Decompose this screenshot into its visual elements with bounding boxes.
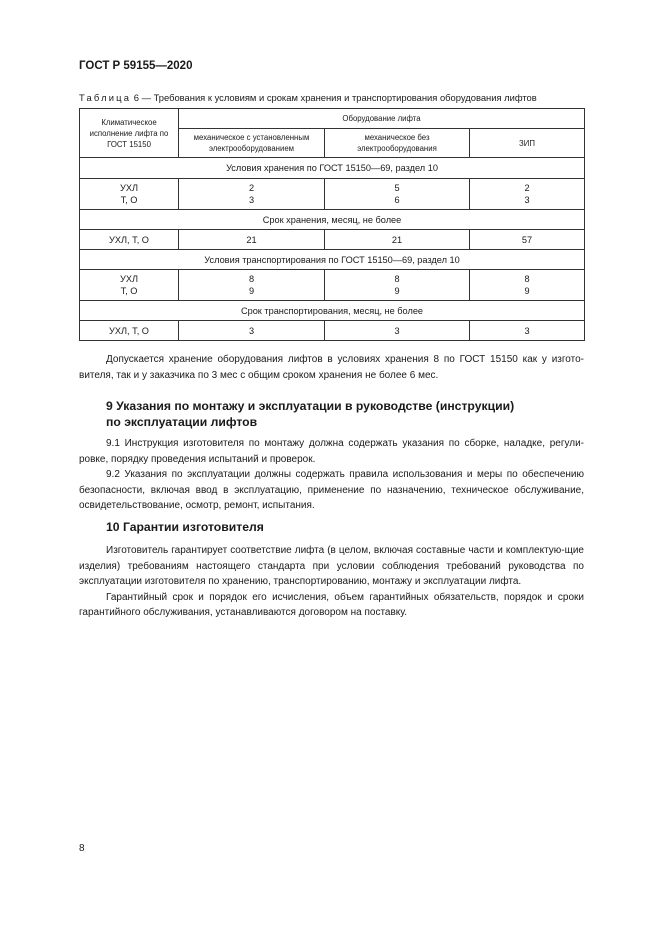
header-mech-without-electro: механическое без электрооборудования	[325, 129, 470, 158]
header-mech-with-electro: механическое с установленным электрооборудованием	[179, 129, 325, 158]
table-caption-word: Таблица	[79, 92, 132, 103]
section-9-title: 9 Указания по монтажу и эксплуатации в руководстве (инструкции) по эксплуатации лифтов	[106, 399, 515, 429]
table-cell: 8 9	[470, 270, 585, 301]
table-cell: 21	[325, 230, 470, 250]
paragraph: Гарантийный срок и порядок его исчисления, объем гарантийных обязательств, порядок и сроки гарантийного обслуживания, устанавливаются договором на поставку.	[79, 591, 584, 618]
table-cell: 21	[179, 230, 325, 250]
table-cell: 2 3	[179, 179, 325, 210]
header-equipment: Оборудование лифта	[179, 109, 585, 129]
paragraph: Изготовитель гарантирует соответствие лифта (в целом, включая составные части и комплектую-щие изделия) требованиям настоящего стандарта при условии соблюдения требований руководства по эксплуатации изготовителя по хранению, транспортированию, монтажу и эксплуатации лифта.	[79, 545, 584, 587]
table-cell: 3	[325, 321, 470, 341]
table-cell: 57	[470, 230, 585, 250]
paragraph: 9.2 Указания по эксплуатации должны содержать правила использования и меры по обеспечению безопасности, включая ввод в эксплуатацию, применение по назначению, техническое обслуживание, освидетельствование, осмотр, ремонт, испытания.	[79, 469, 584, 511]
header-spare-parts: ЗИП	[470, 129, 585, 158]
table-caption	[79, 92, 537, 103]
paragraph: 9.1 Инструкция изготовителя по монтажу должна содержать указания по сборке, наладке, регули-ровке, порядку проведения испытаний и проверок.	[79, 438, 584, 465]
table-cell: УХЛ, Т, О	[80, 230, 179, 250]
table-cell: УХЛ Т, О	[80, 179, 179, 210]
header-climate: Климатическое исполнение лифта по ГОСТ 15150	[80, 109, 179, 158]
section-title: Срок хранения, месяц, не более	[80, 210, 585, 230]
table-cell: 8 9	[325, 270, 470, 301]
table-note: Допускается хранение оборудования лифтов в условиях хранения 8 по ГОСТ 15150 как у изгото-вителя, так и у заказчика по 3 мес с общим сроком хранения не более 6 мес.	[79, 354, 584, 381]
table-cell: УХЛ, Т, О	[80, 321, 179, 341]
section-9-body	[79, 436, 584, 514]
table-cell: УХЛ Т, О	[80, 270, 179, 301]
table-cell: 3	[470, 321, 585, 341]
table-cell: 3	[179, 321, 325, 341]
table-cell: 5 6	[325, 179, 470, 210]
section-10-body	[79, 543, 584, 621]
table-caption-text: 6 — Требования к условиям и срокам хранения и транспортирования оборудования лифтов	[131, 92, 537, 103]
section-title: Срок транспортирования, месяц, не более	[80, 301, 585, 321]
document-id: ГОСТ Р 59155—2020	[79, 60, 193, 72]
section-title: Условия транспортирования по ГОСТ 15150—69, раздел 10	[80, 250, 585, 270]
table-cell: 8 9	[179, 270, 325, 301]
section-10-title: 10 Гарантии изготовителя	[106, 520, 264, 534]
storage-transport-table	[79, 108, 585, 341]
table-cell: 2 3	[470, 179, 585, 210]
section-title: Условия хранения по ГОСТ 15150—69, раздел 10	[80, 158, 585, 179]
page-number: 8	[79, 843, 85, 854]
